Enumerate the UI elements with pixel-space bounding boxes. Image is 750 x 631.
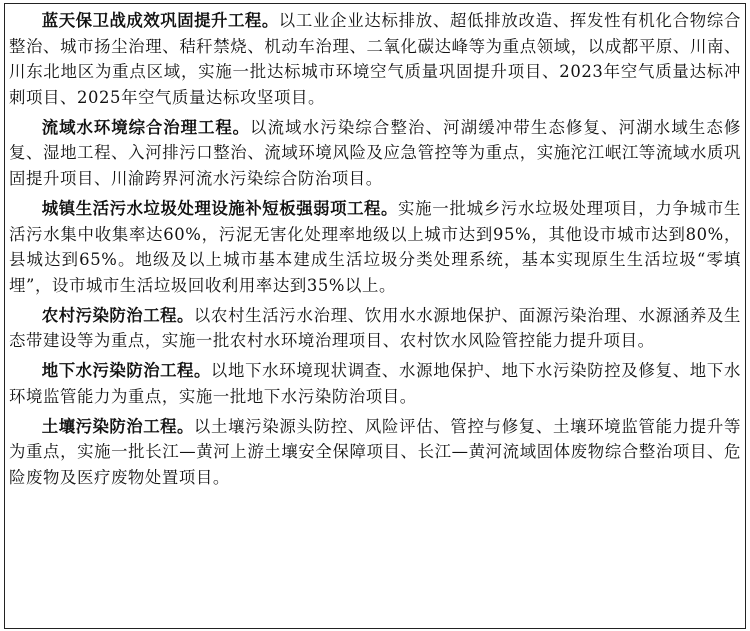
paragraph-body: 以地下水环境现状调查、水源地保护、地下水污染防控及修复、地下水环境监管能力为重点，实施一批地下水污染防治项目。 [9,361,742,406]
paragraph-rural-pollution-project [9,303,741,354]
text-box-content [9,8,741,491]
paragraph-soil-pollution-project [9,414,741,491]
paragraph-heading: 蓝天保卫战成效巩固提升工程。 [41,11,279,30]
paragraph-heading: 农村污染防治工程。 [41,305,194,325]
paragraph-body: 以工业企业达标排放、超低排放改造、挥发性有机化合物综合整治、城市扬尘治理、秸秆禁烧、机动车治理、二氧化碳达峰等为重点领域，以成都平原、川南、川东北地区为重点区域，实施一批达标城市环境空气质量巩固提升项目、2023年空气质量达标冲刺项目、2025年空气质量达标攻坚项目。 [9,11,741,107]
paragraph-body: 以流域水污染综合整治、河湖缓冲带生态修复、河湖水域生态修复、湿地工程、入河排污口整治、流域环境风险及应急管控等为重点，实施沱江岷江等流域水质巩固提升项目、川渝跨界河流水污染综合防治项目。 [9,117,741,188]
paragraph-heading: 城镇生活污水垃圾处理设施补短板强弱项工程。 [41,198,398,218]
paragraph-body: 以土壤污染源头防控、风险评估、管控与修复、土壤环境监管能力提升等为重点，实施一批长江—黄河上游土壤安全保障项目、长江—黄河流域固体废物综合整治项目、危险废物及医疗废物处置项目。 [9,416,741,488]
paragraph-body: 实施一批城乡污水垃圾处理项目，力争城市生活污水集中收集率达60%，污泥无害化处理率地级以上城市达到95%，其他设市城市达到80%，县城达到65%。地级及以上城市基本建成生活垃圾分类处理系统，基本实现原生生活垃圾“零填埋”，设市城市生活垃圾回收利用率达到35%以上。 [9,198,742,295]
paragraph-heading: 流域水环境综合治理工程。 [41,117,251,137]
paragraph-blue-sky-project [9,8,741,110]
paragraph-watershed-project [9,115,741,192]
paragraph-heading: 地下水污染防治工程。 [41,361,211,381]
paragraph-heading: 土壤污染防治工程。 [41,416,194,436]
paragraph-groundwater-project [9,358,741,409]
paragraph-urban-sewage-garbage-project [9,196,741,298]
paragraph-body: 以农村生活污水治理、饮用水水源地保护、面源污染治理、水源涵养及生态带建设等为重点，实施一批农村水环境治理项目、农村饮水风险管控能力提升项目。 [9,305,741,351]
